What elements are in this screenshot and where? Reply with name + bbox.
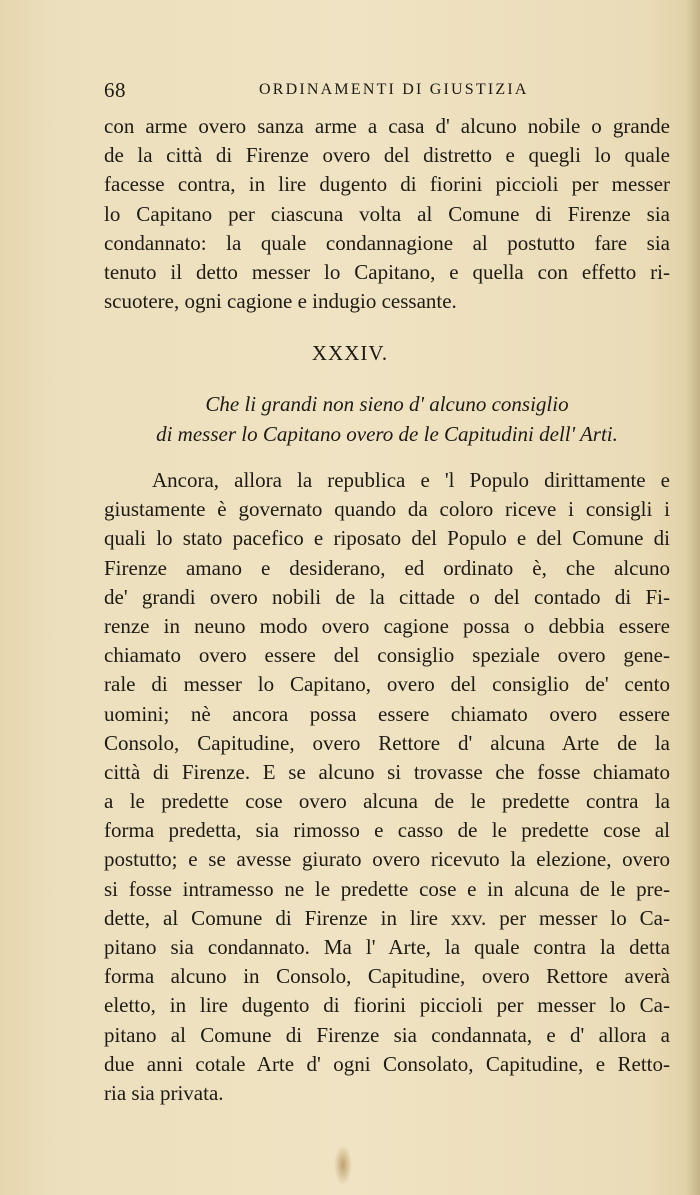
text-line: facesse contra, in lire dugento di fiorini piccioli per messer [104,172,670,197]
text-line: con arme overo sanza arme a casa d' alcuno nobile o grande [104,114,670,138]
text-line: tenuto il detto messer lo Capitano, e quella con effetto ri- [104,259,670,284]
text-line: condannato: la quale condannagione al postutto fare sia [104,230,670,255]
text-line: renze in neuno modo overo cagione possa o debbia essere [104,613,670,638]
text-line: dette, al Comune di Firenze in lire xxv. per messer lo Ca- [104,905,670,930]
page-number: 68 [104,78,126,102]
text-line: forma alcuno in Consolo, Capitudine, overo Rettore averà [104,964,670,989]
chapter-title [104,390,670,449]
text-line: chiamato overo essere del consiglio speziale overo gene- [104,643,670,668]
page-edge-shadow [686,0,700,1195]
text-line: pitano al Comune di Firenze sia condannata, e d' allora a [104,1022,670,1047]
text-line: città di Firenze. E se alcuno si trovasse che fosse chiamato [104,759,670,784]
text-line: Ancora, allora la republica e 'l Populo dirittamente e [152,468,670,492]
page-header [104,78,669,104]
main-paragraph [104,466,670,1108]
text-line: eletto, in lire dugento di fiorini piccioli per messer lo Ca- [104,993,670,1018]
text-line: forma predetta, sia rimosso e casso de le predette cose al [104,818,670,843]
text-line: a le predette cose overo alcuna de le predette contra la [104,789,670,814]
text-line: giustamente è governato quando da coloro riceve i consigli i [104,497,670,522]
text-line: Firenze amano e desiderano, ed ordinato è, che alcuno [104,555,670,580]
text-line: pitano sia condannato. Ma l' Arte, la quale contra la detta [104,935,670,959]
text-line: quali lo stato pacefico e riposato del Populo e del Comune di [104,526,670,551]
text-line: uomini; nè ancora possa essere chiamato overo essere [104,701,670,726]
running-title: ORDINAMENTI DI GIUSTIZIA [259,81,529,98]
text-line: scuotere, ogni cagione e indugio cessante. [104,289,457,314]
text-line: rale di messer lo Capitano, overo del consiglio de' cento [104,672,670,697]
text-line: Consolo, Capitudine, overo Rettore d' alcuna Arte de la [104,730,670,755]
chapter-title-line: Che li grandi non sieno d' alcuno consiglio [205,392,569,416]
top-paragraph [104,112,670,316]
text-line: ria sia privata. [104,1080,224,1105]
text-line: si fosse intramesso ne le predette cose e in alcuna de le pre- [104,876,670,901]
text-line: de' grandi overo nobili de la cittade o del contado di Fi- [104,584,670,609]
text-line: lo Capitano per ciascuna volta al Comune di Firenze sia [104,201,670,226]
ink-blot [334,1145,352,1185]
text-line: due anni cotale Arte d' ogni Consolato, Capitudine, e Retto- [104,1051,670,1076]
chapter-title-line: di messer lo Capitano overo de le Capitudini dell' Arti. [156,421,618,446]
chapter-number: XXXIV. [311,341,389,365]
text-line: postutto; e se avesse giurato overo ricevuto la elezione, overo [104,847,670,872]
text-line: de la città di Firenze overo del distretto e quegli lo quale [104,143,670,168]
